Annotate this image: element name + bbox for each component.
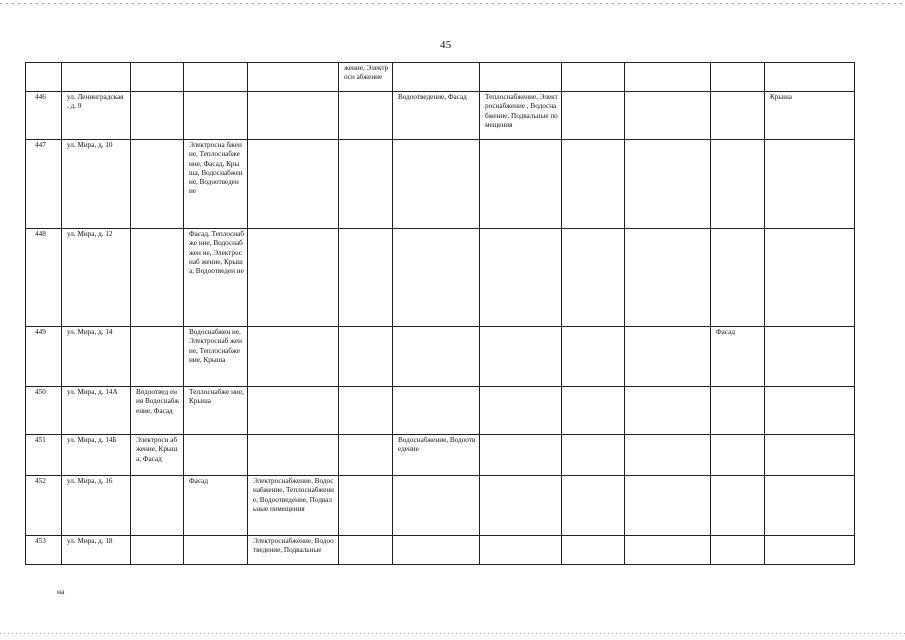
table-cell — [562, 327, 625, 387]
table-cell — [131, 92, 184, 140]
table-cell — [480, 140, 562, 229]
address-cell: ул. Мира, д. 14А — [62, 387, 131, 435]
table-cell — [625, 536, 711, 565]
table-cell — [562, 92, 625, 140]
row-number: 449 — [26, 327, 62, 387]
table-cell — [248, 229, 339, 327]
table-cell: жение, Электросн абжение — [339, 63, 393, 92]
table-cell — [562, 476, 625, 536]
table-cell — [393, 536, 480, 565]
table-cell: Электроснабжение, Водоснабжение, Теплоснабжение, Водоотведение, Подвальные помещения — [248, 476, 339, 536]
address-cell: ул. Мира, д. 12 — [62, 229, 131, 327]
table-cell — [765, 327, 855, 387]
table-cell — [184, 536, 248, 565]
table-cell — [339, 229, 393, 327]
table-cell — [339, 476, 393, 536]
table-row — [26, 476, 855, 536]
table-cell — [339, 387, 393, 435]
address-cell: ул. Ленинградская , д. 9 — [62, 92, 131, 140]
table-cell — [248, 387, 339, 435]
table-cell — [248, 92, 339, 140]
table-cell — [393, 476, 480, 536]
address-cell: ул. Мира, д. 14Б — [62, 435, 131, 476]
address-cell: ул. Мира, д. 18 — [62, 536, 131, 565]
table-cell — [625, 63, 711, 92]
table-cell — [711, 435, 765, 476]
row-number — [26, 63, 62, 92]
table-cell — [184, 92, 248, 140]
table-cell: Теплоснабжение, Электроснабжение , Водоснабжение, Подвальные помещения — [480, 92, 562, 140]
table-cell — [339, 536, 393, 565]
table-cell — [625, 327, 711, 387]
table-cell: Электроснабжение, Водоотведение, Подвальные — [248, 536, 339, 565]
row-number: 451 — [26, 435, 62, 476]
table-cell — [480, 327, 562, 387]
table-cell — [765, 536, 855, 565]
table-cell — [711, 229, 765, 327]
table-cell — [625, 435, 711, 476]
table-cell — [393, 229, 480, 327]
table-cell — [480, 476, 562, 536]
table-cell — [711, 92, 765, 140]
address-cell: ул. Мира, д. 14 — [62, 327, 131, 387]
address-cell — [62, 63, 131, 92]
table-cell — [248, 140, 339, 229]
table-cell — [562, 229, 625, 327]
table-cell — [393, 140, 480, 229]
repair-schedule-table — [25, 62, 855, 565]
table-cell: Водоотвед ения Водоснабж ение, Фасад — [131, 387, 184, 435]
row-number: 453 — [26, 536, 62, 565]
table-cell — [339, 140, 393, 229]
address-cell: ул. Мира, д. 16 — [62, 476, 131, 536]
address-cell: ул. Мира, д. 10 — [62, 140, 131, 229]
table-row — [26, 435, 855, 476]
table-cell — [625, 387, 711, 435]
table-cell — [711, 63, 765, 92]
footer-note: на — [57, 587, 65, 596]
table-row — [26, 327, 855, 387]
table-cell — [131, 63, 184, 92]
table-cell — [625, 140, 711, 229]
table-cell — [562, 435, 625, 476]
table-cell — [339, 327, 393, 387]
table-cell — [480, 229, 562, 327]
table-cell — [711, 387, 765, 435]
table-cell — [393, 63, 480, 92]
table-cell — [765, 435, 855, 476]
table-cell: Крыша — [765, 92, 855, 140]
table-cell — [393, 327, 480, 387]
table-cell — [339, 435, 393, 476]
table-cell — [248, 435, 339, 476]
table-row — [26, 229, 855, 327]
row-number: 446 — [26, 92, 62, 140]
table-cell: Фасад — [184, 476, 248, 536]
table-cell — [765, 387, 855, 435]
table-cell — [480, 387, 562, 435]
table-cell — [765, 63, 855, 92]
table-cell — [765, 476, 855, 536]
table-cell — [711, 476, 765, 536]
row-number: 450 — [26, 387, 62, 435]
table-row — [26, 387, 855, 435]
table-cell — [248, 327, 339, 387]
table-cell — [765, 140, 855, 229]
table-cell: Водоснабжен ие, Электроснаб жение, Теплоснабже ние, Крыша — [184, 327, 248, 387]
scan-edge-top — [0, 3, 905, 4]
table-cell — [625, 92, 711, 140]
table-cell — [480, 536, 562, 565]
table-cell — [711, 140, 765, 229]
table-cell — [625, 229, 711, 327]
row-number: 452 — [26, 476, 62, 536]
table-cell — [562, 63, 625, 92]
table-cell — [562, 536, 625, 565]
row-number: 447 — [26, 140, 62, 229]
table-cell — [184, 435, 248, 476]
table-cell — [184, 63, 248, 92]
table-row — [26, 63, 855, 92]
table-cell — [131, 476, 184, 536]
table-cell — [131, 327, 184, 387]
table-row — [26, 92, 855, 140]
table-cell — [480, 63, 562, 92]
table-cell: Фасад, Теплоснабже ние, Водоснабжен ие, Электроснаб жение, Крыша, Водоотведен ие — [184, 229, 248, 327]
table-cell — [131, 140, 184, 229]
table-cell: Теплоснабже ние, Крыша — [184, 387, 248, 435]
table-cell — [339, 92, 393, 140]
table-row — [26, 140, 855, 229]
table-cell — [393, 387, 480, 435]
table-row — [26, 536, 855, 565]
table-cell — [480, 435, 562, 476]
page-number: 45 — [440, 39, 452, 51]
table-cell: Электросн абжение, Крыша, Фасад — [131, 435, 184, 476]
table-cell — [711, 536, 765, 565]
table-cell: Водоснабжение, Водоотведение — [393, 435, 480, 476]
table-cell — [131, 229, 184, 327]
table-cell: Электросна бжение, Теплоснабже ние, Фасад, Крыша, Водоснабжен ие, Водоотведен ие — [184, 140, 248, 229]
table-cell — [625, 476, 711, 536]
scan-edge-bottom — [0, 633, 905, 634]
table-cell: Фасад — [711, 327, 765, 387]
table-cell — [765, 229, 855, 327]
table-cell — [131, 536, 184, 565]
row-number: 448 — [26, 229, 62, 327]
table-cell — [562, 140, 625, 229]
table-cell — [248, 63, 339, 92]
table-cell — [562, 387, 625, 435]
table-cell: Водоотведение, Фасад — [393, 92, 480, 140]
